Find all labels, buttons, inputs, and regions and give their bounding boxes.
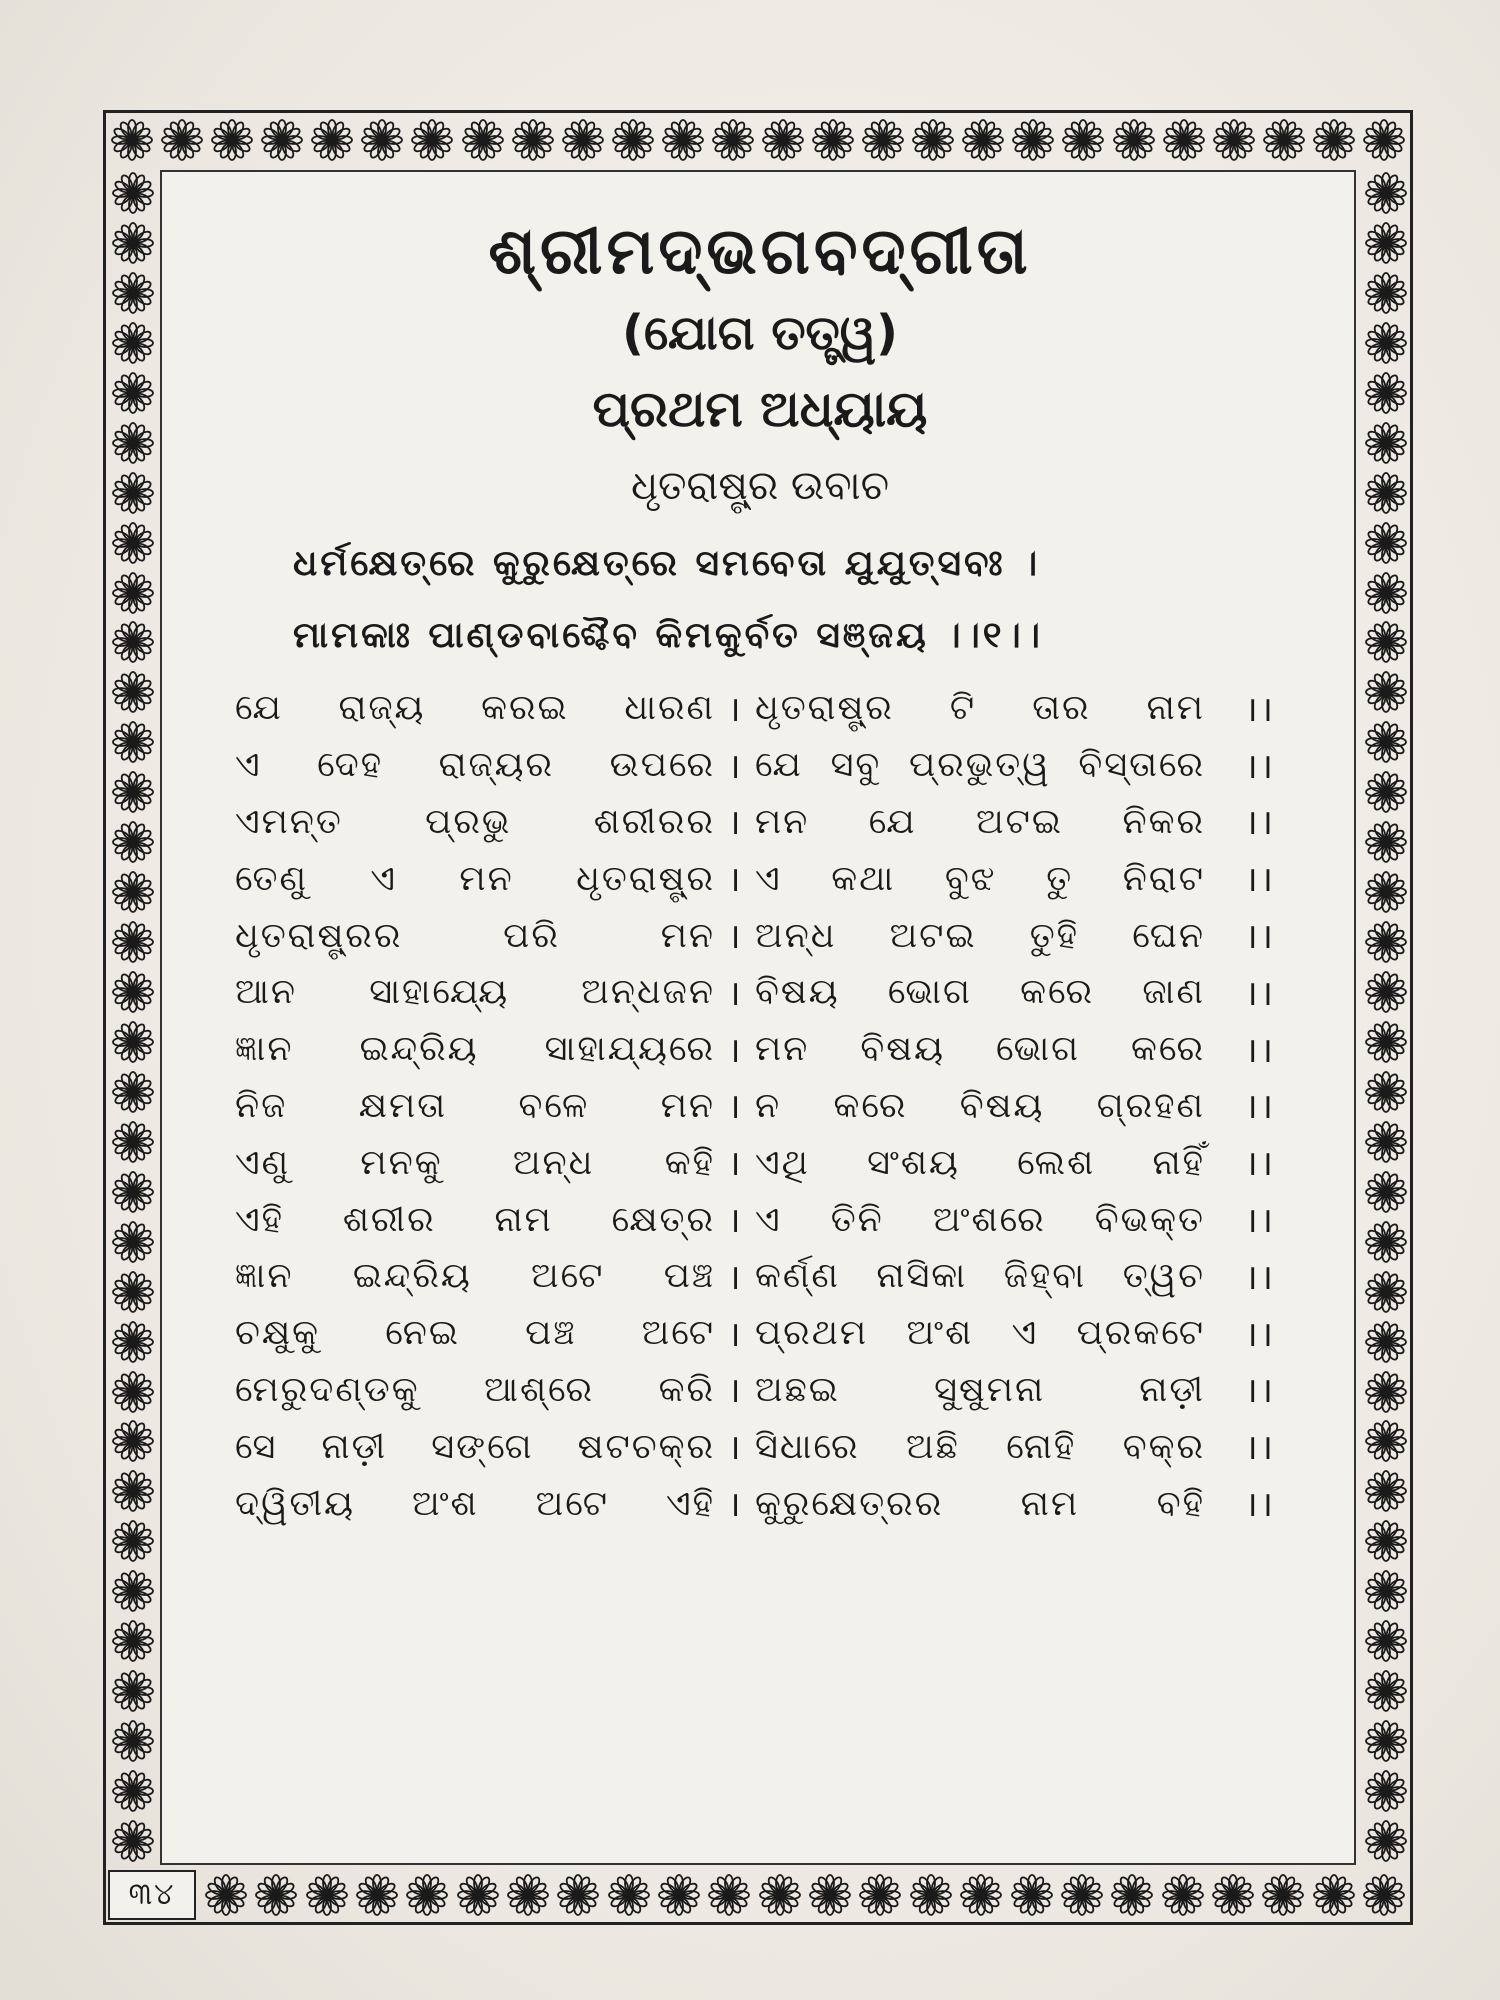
flower-ornament-icon bbox=[360, 118, 404, 162]
verse-line bbox=[235, 1362, 1285, 1419]
flower-ornament-icon bbox=[1312, 118, 1356, 162]
flower-ornament-icon bbox=[111, 1070, 155, 1114]
flower-ornament-icon bbox=[506, 1873, 550, 1917]
flower-ornament-icon bbox=[607, 1873, 651, 1917]
verse-separator: । bbox=[727, 1371, 743, 1412]
verse-second-half: କୁରୁକ୍ଷେତ୍ରର ନାମ ବହି bbox=[755, 1483, 1205, 1524]
flower-ornament-icon bbox=[1364, 1419, 1408, 1463]
page-subtitle: (ଯୋଗ ତତ୍ତ୍ୱ) bbox=[622, 305, 898, 361]
verse-line bbox=[235, 1418, 1285, 1475]
flower-ornament-icon bbox=[111, 521, 155, 565]
flower-ornament-icon bbox=[1364, 1469, 1408, 1513]
flower-ornament-icon bbox=[1011, 118, 1055, 162]
flower-ornament-icon bbox=[1364, 820, 1408, 864]
verse-separator: । bbox=[727, 973, 743, 1014]
verse-separator: । bbox=[727, 1030, 743, 1071]
verse-first-half: ଚକ୍ଷୁକୁ ନେଇ ପଞ୍ଚ ଅଟେ bbox=[235, 1313, 715, 1354]
verse-second-half: ଏଥି ସଂଶୟ ଲେଶ ନାହିଁ bbox=[755, 1142, 1205, 1183]
flower-ornament-icon bbox=[1364, 271, 1408, 315]
verse-end-mark: ।। bbox=[1244, 917, 1275, 958]
flower-ornament-icon bbox=[1211, 1873, 1255, 1917]
flower-ornament-icon bbox=[111, 321, 155, 365]
flower-ornament-icon bbox=[1364, 521, 1408, 565]
flower-ornament-icon bbox=[405, 1873, 449, 1917]
verse-separator: । bbox=[727, 1201, 743, 1242]
flower-ornament-icon bbox=[661, 118, 705, 162]
flower-ornament-icon bbox=[1364, 770, 1408, 814]
flower-ornament-icon bbox=[1364, 1719, 1408, 1763]
verse-list bbox=[235, 680, 1285, 1532]
verse-separator: । bbox=[727, 1428, 743, 1469]
flower-ornament-icon bbox=[1364, 1619, 1408, 1663]
decorative-border-right bbox=[1359, 167, 1413, 1867]
verse-second-half: ଅଛଇ ସୁଷୁମନା ନାଡ଼ୀ bbox=[755, 1369, 1205, 1410]
verse-separator: । bbox=[727, 917, 743, 958]
flower-ornament-icon bbox=[1060, 1873, 1104, 1917]
verse-line bbox=[235, 1305, 1285, 1362]
flower-ornament-icon bbox=[1364, 1370, 1408, 1414]
flower-ornament-icon bbox=[254, 1873, 298, 1917]
verse-end-mark: ।। bbox=[1244, 860, 1275, 901]
flower-ornament-icon bbox=[111, 1719, 155, 1763]
flower-ornament-icon bbox=[111, 1669, 155, 1713]
verse-first-half: ଆନ ସାହାଯ୍ୟେ ଅନ୍ଧଜନ bbox=[235, 972, 715, 1013]
flower-ornament-icon bbox=[111, 1220, 155, 1264]
flower-ornament-icon bbox=[355, 1873, 399, 1917]
flower-ornament-icon bbox=[657, 1873, 701, 1917]
verse-line bbox=[235, 794, 1285, 851]
flower-ornament-icon bbox=[1362, 1873, 1406, 1917]
flower-ornament-icon bbox=[111, 620, 155, 664]
verse-first-half: ଏମନ୍ତ ପ୍ରଭୁ ଶରୀରର bbox=[235, 801, 715, 842]
flower-ornament-icon bbox=[111, 670, 155, 714]
flower-ornament-icon bbox=[111, 1769, 155, 1813]
flower-ornament-icon bbox=[111, 920, 155, 964]
flower-ornament-icon bbox=[1061, 118, 1105, 162]
flower-ornament-icon bbox=[111, 1120, 155, 1164]
flower-ornament-icon bbox=[111, 820, 155, 864]
flower-ornament-icon bbox=[111, 1320, 155, 1364]
flower-ornament-icon bbox=[1364, 670, 1408, 714]
flower-ornament-icon bbox=[111, 571, 155, 615]
flower-ornament-icon bbox=[111, 421, 155, 465]
flower-ornament-icon bbox=[111, 720, 155, 764]
flower-ornament-icon bbox=[1364, 1769, 1408, 1813]
flower-ornament-icon bbox=[556, 1873, 600, 1917]
verse-separator: । bbox=[727, 746, 743, 787]
flower-ornament-icon bbox=[1364, 171, 1408, 215]
verse-first-half: ଦ୍ୱିତୀୟ ଅଂଶ ଅଟେ ଏହି bbox=[235, 1483, 715, 1524]
flower-ornament-icon bbox=[111, 1020, 155, 1064]
page-number: ୩୪ bbox=[108, 1870, 196, 1920]
verse-line bbox=[235, 907, 1285, 964]
flower-ornament-icon bbox=[111, 1419, 155, 1463]
flower-ornament-icon bbox=[961, 118, 1005, 162]
flower-ornament-icon bbox=[111, 221, 155, 265]
flower-ornament-icon bbox=[110, 118, 154, 162]
flower-ornament-icon bbox=[310, 118, 354, 162]
flower-ornament-icon bbox=[1364, 1270, 1408, 1314]
flower-ornament-icon bbox=[111, 1469, 155, 1513]
flower-ornament-icon bbox=[611, 118, 655, 162]
flower-ornament-icon bbox=[511, 118, 555, 162]
verse-line bbox=[235, 680, 1285, 737]
flower-ornament-icon bbox=[305, 1873, 349, 1917]
flower-ornament-icon bbox=[410, 118, 454, 162]
flower-ornament-icon bbox=[808, 1873, 852, 1917]
flower-ornament-icon bbox=[1364, 571, 1408, 615]
verse-end-mark: ।। bbox=[1244, 1428, 1275, 1469]
verse-first-half: ନିଜ କ୍ଷମତା ବଳେ ମନ bbox=[235, 1085, 715, 1126]
flower-ornament-icon bbox=[1364, 970, 1408, 1014]
flower-ornament-icon bbox=[1110, 1873, 1154, 1917]
flower-ornament-icon bbox=[111, 471, 155, 515]
flower-ornament-icon bbox=[1112, 118, 1156, 162]
verse-second-half: ନ କରେ ବିଷୟ ଗ୍ରହଣ bbox=[755, 1085, 1205, 1126]
verse-second-half: ଯେ ସବୁ ପ୍ରଭୁତ୍ୱ ବିସ୍ତାରେ bbox=[755, 745, 1205, 786]
flower-ornament-icon bbox=[959, 1873, 1003, 1917]
verse-end-mark: ।। bbox=[1244, 1030, 1275, 1071]
flower-ornament-icon bbox=[1364, 870, 1408, 914]
speaker-heading: ଧୃତରାଷ୍ଟ୍ର ଉବାଚ bbox=[630, 463, 890, 509]
flower-ornament-icon bbox=[758, 1873, 802, 1917]
flower-ornament-icon bbox=[1364, 720, 1408, 764]
verse-second-half: କର୍ଣ୍ଣ ନାସିକା ଜିହ୍ବା ତ୍ୱଚ bbox=[755, 1256, 1205, 1297]
verse-end-mark: ।। bbox=[1244, 689, 1275, 730]
flower-ornament-icon bbox=[210, 118, 254, 162]
flower-ornament-icon bbox=[111, 371, 155, 415]
verse-end-mark: ।। bbox=[1244, 803, 1275, 844]
flower-ornament-icon bbox=[1364, 1220, 1408, 1264]
verse-end-mark: ।। bbox=[1244, 1371, 1275, 1412]
flower-ornament-icon bbox=[111, 271, 155, 315]
verse-end-mark: ।। bbox=[1244, 973, 1275, 1014]
verse-end-mark: ।। bbox=[1244, 1201, 1275, 1242]
verse-end-mark: ।। bbox=[1244, 1087, 1275, 1128]
verse-first-half: ଏଣୁ ମନକୁ ଅନ୍ଧ କହି bbox=[235, 1142, 715, 1183]
flower-ornament-icon bbox=[260, 118, 304, 162]
verse-separator: । bbox=[727, 689, 743, 730]
verse-line bbox=[235, 1248, 1285, 1305]
flower-ornament-icon bbox=[911, 118, 955, 162]
verse-end-mark: ।। bbox=[1244, 1144, 1275, 1185]
flower-ornament-icon bbox=[707, 1873, 751, 1917]
sloka-line: ମାମକାଃ ପାଣ୍ଡବାଶ୍ଚୈବ କିମକୁର୍ବତ ସଞ୍ଜୟ ।।୧।। bbox=[293, 615, 1043, 656]
flower-ornament-icon bbox=[1364, 1519, 1408, 1563]
verse-line bbox=[235, 1191, 1285, 1248]
verse-first-half: ତେଣୁ ଏ ମନ ଧୃତରାଷ୍ଟ୍ର bbox=[235, 858, 715, 899]
verse-second-half: ମନ ବିଷୟ ଭୋଗ କରେ bbox=[755, 1029, 1205, 1070]
flower-ornament-icon bbox=[1364, 1170, 1408, 1214]
verse-end-mark: ।। bbox=[1244, 746, 1275, 787]
flower-ornament-icon bbox=[111, 1619, 155, 1663]
flower-ornament-icon bbox=[1364, 1669, 1408, 1713]
verse-end-mark: ।। bbox=[1244, 1485, 1275, 1526]
verse-second-half: ଏ କଥା ବୁଝ ତୁ ନିରାଟ bbox=[755, 858, 1205, 899]
page-title: ଶ୍ରୀମଦ୍‌ଭଗବଦ୍‌ଗୀତା bbox=[488, 215, 1032, 289]
flower-ornament-icon bbox=[1364, 1070, 1408, 1114]
flower-ornament-icon bbox=[711, 118, 755, 162]
flower-ornament-icon bbox=[1364, 1320, 1408, 1364]
flower-ornament-icon bbox=[111, 1519, 155, 1563]
verse-second-half: ପ୍ରଥମ ଅଂଶ ଏ ପ୍ରକଟେ bbox=[755, 1313, 1205, 1354]
verse-second-half: ମନ ଯେ ଅଟଇ ନିକର bbox=[755, 801, 1205, 842]
flower-ornament-icon bbox=[1364, 920, 1408, 964]
decorative-border-bottom bbox=[200, 1868, 1410, 1922]
verse-line bbox=[235, 737, 1285, 794]
verse-line bbox=[235, 1078, 1285, 1135]
flower-ornament-icon bbox=[1312, 1873, 1356, 1917]
flower-ornament-icon bbox=[1364, 1020, 1408, 1064]
flower-ornament-icon bbox=[204, 1873, 248, 1917]
flower-ornament-icon bbox=[1161, 1873, 1205, 1917]
flower-ornament-icon bbox=[1364, 421, 1408, 465]
verse-second-half: ସିଧାରେ ଅଛି ନୋହି ବକ୍ର bbox=[755, 1426, 1205, 1467]
flower-ornament-icon bbox=[111, 870, 155, 914]
flower-ornament-icon bbox=[1364, 1120, 1408, 1164]
flower-ornament-icon bbox=[1364, 620, 1408, 664]
verse-end-mark: ।। bbox=[1244, 1314, 1275, 1355]
flower-ornament-icon bbox=[111, 171, 155, 215]
verse-first-half: ଜ୍ଞାନ ଇନ୍ଦ୍ରିୟ ସାହାଯ୍ୟରେ bbox=[235, 1029, 715, 1070]
flower-ornament-icon bbox=[461, 118, 505, 162]
verse-separator: । bbox=[727, 1087, 743, 1128]
verse-first-half: ଏ ଦେହ ରାଜ୍ୟର ଉପରେ bbox=[235, 745, 715, 786]
flower-ornament-icon bbox=[1212, 118, 1256, 162]
verse-separator: । bbox=[727, 1485, 743, 1526]
sloka-line: ଧର୍ମକ୍ଷେତ୍ରେ କୁରୁକ୍ଷେତ୍ରେ ସମବେତା ଯୁଯୁତ୍ସବଃ । bbox=[293, 543, 1041, 584]
flower-ornament-icon bbox=[111, 1569, 155, 1613]
decorative-border-top bbox=[106, 113, 1410, 167]
verse-second-half: ଧୃତରାଷ୍ଟ୍ର ଟି ତାର ନାମ bbox=[755, 688, 1205, 729]
chapter-heading: ପ୍ରଥମ ଅଧ୍ୟାୟ bbox=[592, 380, 928, 438]
verse-first-half: ସେ ନାଡ଼ୀ ସଙ୍ଗେ ଷଟଚକ୍ର bbox=[235, 1426, 715, 1467]
verse-separator: । bbox=[727, 1257, 743, 1298]
flower-ornament-icon bbox=[561, 118, 605, 162]
flower-ornament-icon bbox=[1364, 321, 1408, 365]
flower-ornament-icon bbox=[111, 970, 155, 1014]
verse-second-half: ଅନ୍ଧ ଅଟଇ ତୁହି ଘେନ bbox=[755, 915, 1205, 956]
flower-ornament-icon bbox=[1010, 1873, 1054, 1917]
flower-ornament-icon bbox=[858, 1873, 902, 1917]
flower-ornament-icon bbox=[111, 1370, 155, 1414]
flower-ornament-icon bbox=[1364, 221, 1408, 265]
decorative-border-left bbox=[106, 167, 160, 1867]
verse-separator: । bbox=[727, 1314, 743, 1355]
flower-ornament-icon bbox=[111, 1170, 155, 1214]
flower-ornament-icon bbox=[1162, 118, 1206, 162]
verse-first-half: ଧୃତରାଷ୍ଟ୍ରର ପରି ମନ bbox=[235, 915, 715, 956]
verse-second-half: ଏ ତିନି ଅଂଶରେ ବିଭକ୍ତ bbox=[755, 1199, 1205, 1240]
flower-ornament-icon bbox=[1362, 118, 1406, 162]
flower-ornament-icon bbox=[1262, 118, 1306, 162]
verse-first-half: ଜ୍ଞାନ ଇନ୍ଦ୍ରିୟ ଅଟେ ପଞ୍ଚ bbox=[235, 1256, 715, 1297]
flower-ornament-icon bbox=[111, 1270, 155, 1314]
verse-line bbox=[235, 850, 1285, 907]
flower-ornament-icon bbox=[1364, 1569, 1408, 1613]
flower-ornament-icon bbox=[909, 1873, 953, 1917]
flower-ornament-icon bbox=[160, 118, 204, 162]
verse-second-half: ବିଷୟ ଭୋଗ କରେ ଜାଣ bbox=[755, 972, 1205, 1013]
verse-line bbox=[235, 1134, 1285, 1191]
flower-ornament-icon bbox=[111, 1819, 155, 1863]
verse-separator: । bbox=[727, 803, 743, 844]
verse-separator: । bbox=[727, 860, 743, 901]
verse-first-half: ଯେ ରାଜ୍ୟ କରଇ ଧାରଣ bbox=[235, 688, 715, 729]
verse-line bbox=[235, 1475, 1285, 1532]
verse-line bbox=[235, 1021, 1285, 1078]
flower-ornament-icon bbox=[111, 770, 155, 814]
verse-first-half: ଏହି ଶରୀର ନାମ କ୍ଷେତ୍ର bbox=[235, 1199, 715, 1240]
flower-ornament-icon bbox=[1364, 371, 1408, 415]
flower-ornament-icon bbox=[456, 1873, 500, 1917]
verse-end-mark: ।। bbox=[1244, 1257, 1275, 1298]
flower-ornament-icon bbox=[1364, 471, 1408, 515]
verse-line bbox=[235, 964, 1285, 1021]
flower-ornament-icon bbox=[761, 118, 805, 162]
flower-ornament-icon bbox=[811, 118, 855, 162]
flower-ornament-icon bbox=[1364, 1819, 1408, 1863]
flower-ornament-icon bbox=[861, 118, 905, 162]
verse-separator: । bbox=[727, 1144, 743, 1185]
verse-first-half: ମେରୁଦଣ୍ଡକୁ ଆଶ୍ରେ କରି bbox=[235, 1369, 715, 1410]
flower-ornament-icon bbox=[1261, 1873, 1305, 1917]
